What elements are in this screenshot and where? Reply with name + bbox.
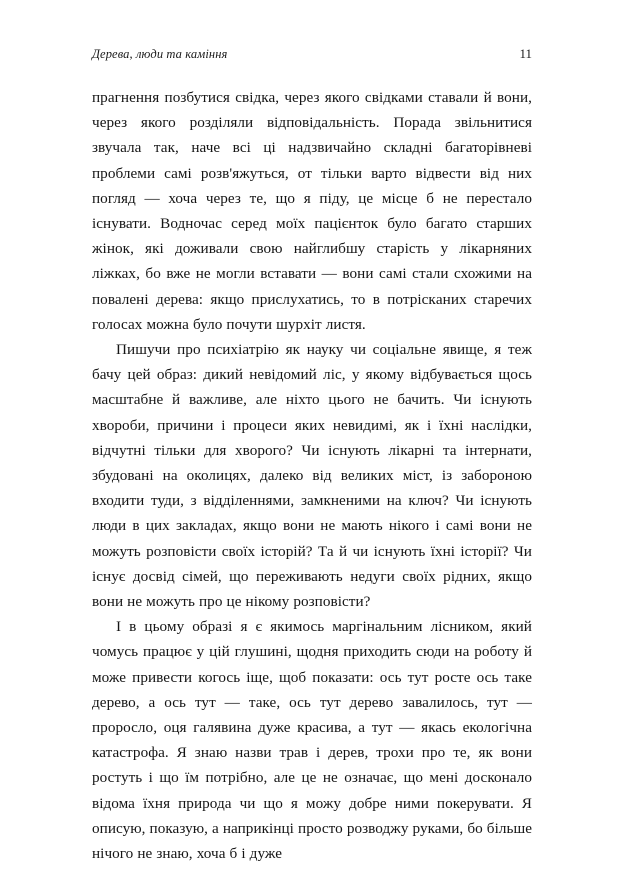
page-number: 11 (519, 46, 532, 61)
paragraph: прагнення позбутися свідка, через якого свідками ставали й вони, через якого розділяли відповідальність. Порада звільнитися звучала так, наче всі ці надзвичайно складні багаторівневі проблеми самі розв'яжуться, от тільки варто відвести від них погляд — хоча через те, що я піду, це місце б не перестало існувати. Водночас серед моїх пацієнток було багато старших жінок, які доживали свою найглибшу старість у лікарняних ліжках, бо вже не могли вставати — вони самі стали схожими на повалені дерева: якщо прислухатись, то в потріскaних старечих голосах можна було почути шурхіт листя. (92, 89, 532, 333)
page-header (92, 46, 532, 62)
paragraph: Пишучи про психіатрію як науку чи соціальне явище, я теж бачу цей образ: дикий невідомий ліс, у якому відбувається щось масштабне й важливе, але ніхто цього не бачить. Чи існують хвороби, причини і процеси яких невидимі, як і їхні наслідки, відчутні тільки для хворого? Чи існують лікарні та інтернати, збудовані на околицях, далеко від великих міст, із забороною входити туди, з відділеннями, замкненими на ключ? Чи існують люди в цих закладах, якщо вони не мають нікого і самі вони не можуть розповісти своїх історій? Та й чи існують їхні історії? Чи існує досвід сімей, що переживають недуги своїх рідних, якщо вони не можуть про це нікому розповісти? (92, 341, 532, 611)
body-text (92, 85, 532, 866)
paragraph: І в цьому образі я є якимось маргінальним лісником, який чомусь працює у цій глушині, щодня приходить сюди на роботу й може привести когось іще, щоб показати: ось тут росте ось таке дерево, а ось тут — таке, ось тут дерево завалилось, тут — проросло, оця галявина дуже красива, а тут — якась екологічна катастрофа. Я знаю назви трав і дерев, трохи про те, як вони ростуть і що їм потрібно, але це не означає, що мені досконало відома їхня природа чи що я можу добре ними покерувати. Я описую, показую, а наприкінці просто розводжу руками, бо більше нічого не знаю, хоча б і дуже (92, 618, 532, 863)
running-title: Дерева, люди та каміння (92, 47, 228, 61)
